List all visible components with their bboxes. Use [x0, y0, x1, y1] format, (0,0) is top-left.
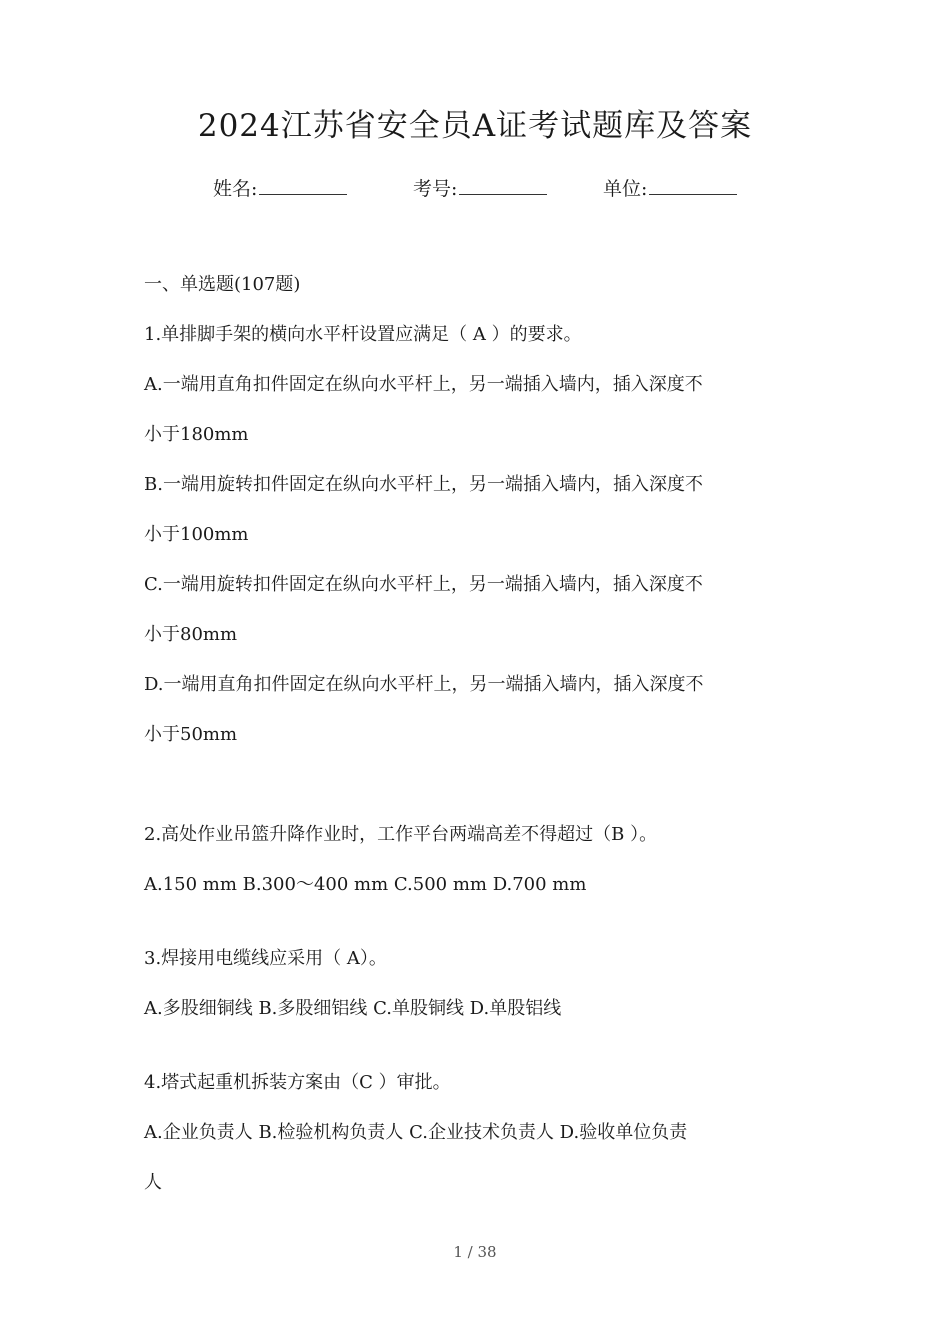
option-line: A.一端用直角扣件固定在纵向水平杆上，另一端插入墙内，插入深度不 — [144, 374, 703, 395]
question-stem: 4.塔式起重机拆装方案由（C ）审批。 — [144, 1072, 451, 1093]
unit-blank[interactable] — [649, 172, 737, 195]
option-line: A.企业负责人 B.检验机构负责人 C.企业技术负责人 D.验收单位负责 — [144, 1122, 688, 1143]
question-2 — [144, 810, 814, 910]
exam-number-blank[interactable] — [459, 172, 547, 195]
option-line: 小于180mm — [144, 424, 249, 445]
question-stem: 3.焊接用电缆线应采用（ A）。 — [144, 948, 387, 969]
option-line: A.150 mm B.300～400 mm C.500 mm D.700 mm — [144, 874, 587, 895]
option-line: C.一端用旋转扣件固定在纵向水平杆上，另一端插入墙内，插入深度不 — [144, 574, 703, 595]
option-line: 小于100mm — [144, 524, 249, 545]
section-heading: 一、单选题(107题) — [144, 274, 301, 295]
unit-field[interactable] — [603, 172, 737, 204]
option-line: 小于80mm — [144, 624, 238, 645]
question-1 — [144, 310, 814, 760]
exam-number-field[interactable] — [413, 172, 547, 204]
question-stem: 1.单排脚手架的横向水平杆设置应满足（ A ）的要求。 — [144, 324, 582, 345]
question-4 — [144, 1058, 814, 1208]
exam-number-label: 考号: — [413, 178, 458, 200]
name-label: 姓名: — [213, 178, 258, 200]
option-line: D.一端用直角扣件固定在纵向水平杆上，另一端插入墙内，插入深度不 — [144, 674, 704, 695]
option-line: 人 — [144, 1172, 162, 1193]
page-indicator: 1 / 38 — [453, 1243, 497, 1261]
option-line: A.多股细铜线 B.多股细铝线 C.单股铜线 D.单股铝线 — [144, 998, 562, 1019]
option-line: B.一端用旋转扣件固定在纵向水平杆上，另一端插入墙内，插入深度不 — [144, 474, 703, 495]
question-gap — [144, 910, 814, 934]
name-blank[interactable] — [259, 172, 347, 195]
question-gap — [144, 1034, 814, 1058]
question-stem: 2.高处作业吊篮升降作业时，工作平台两端高差不得超过（B ）。 — [144, 824, 658, 845]
question-body — [144, 260, 814, 1208]
question-gap — [144, 760, 814, 810]
document-title: 2024江苏省安全员A证考试题库及答案 — [197, 108, 753, 144]
question-3 — [144, 934, 814, 1034]
unit-label: 单位: — [603, 178, 648, 200]
option-line: 小于50mm — [144, 724, 238, 745]
name-field[interactable] — [213, 172, 347, 204]
